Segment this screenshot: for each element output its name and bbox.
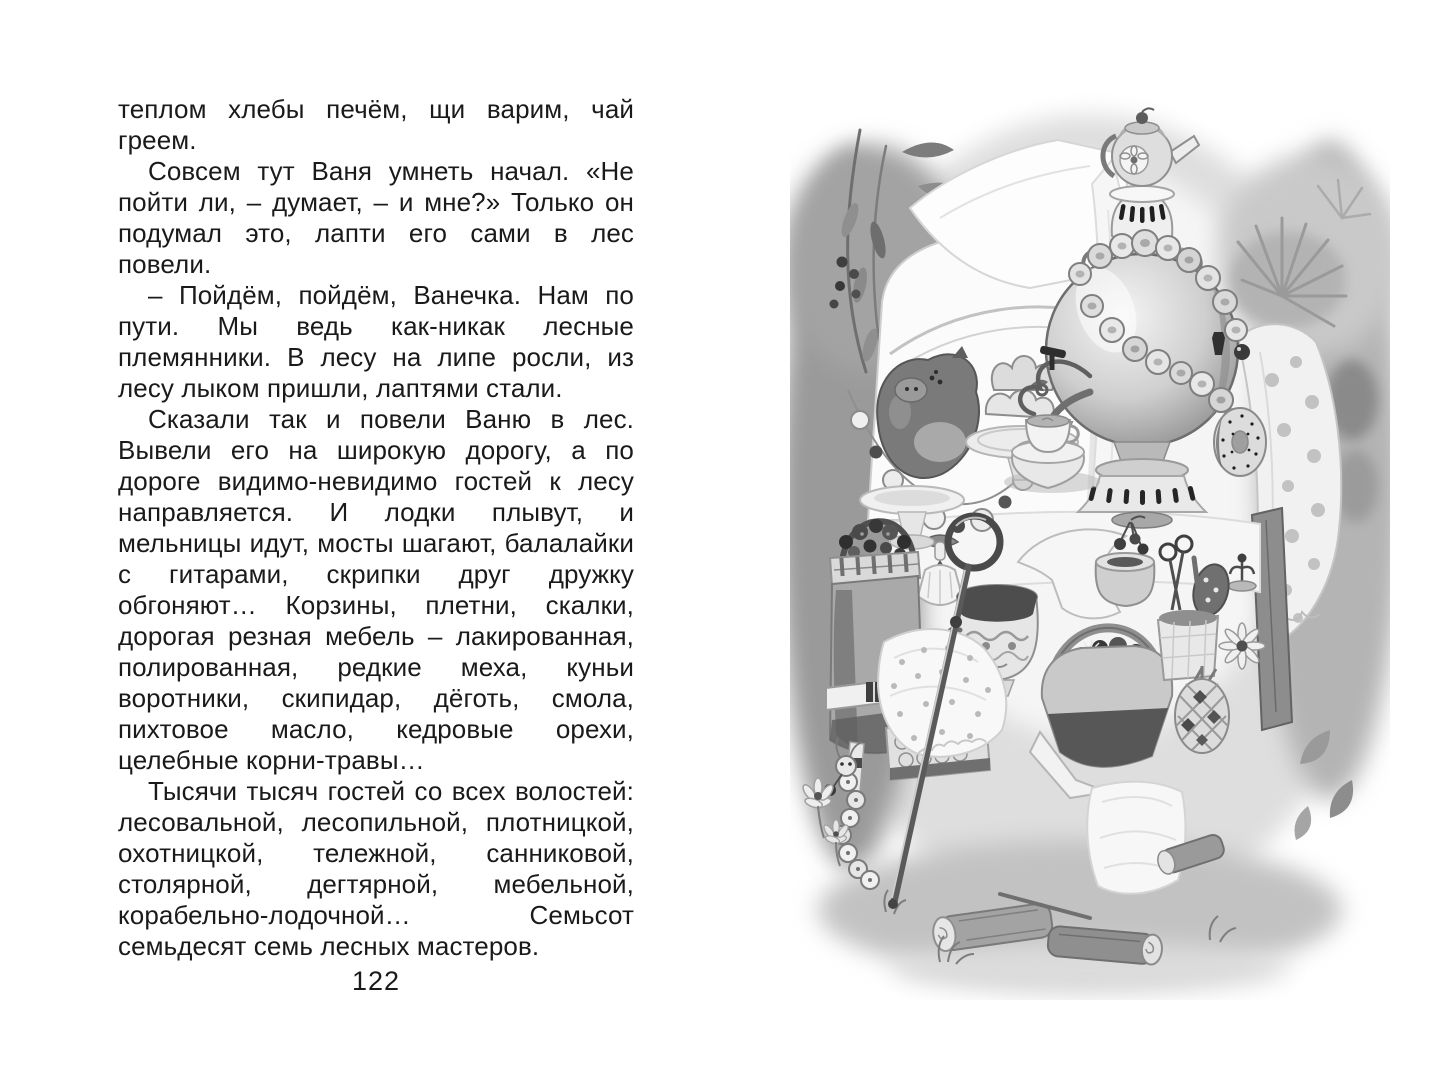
paragraph: Сказали так и повели Ваню в лес. Вывели его на широкую дорогу, а по дороге видимо-невидимо гостей к лесу направляется. И лодки плывут, и мельницы идут, мосты шагают, балалайки с гитарами, скрипки друг дружку обгоняют… Корзины, плетни, скалки, дорогая резная мебель – лакированная, полированная, редкие меха, куньи воротники, скипидар, дёготь, смола, пихтовое масло, кедровые орехи, целебные корни-травы…: [118, 404, 634, 775]
daisy: [1219, 623, 1265, 669]
story-text: [118, 94, 634, 962]
paragraph: теплом хлебы печём, щи варим, чай греем.: [118, 94, 634, 155]
seeded-ring: [1214, 408, 1266, 476]
paragraph: – Пойдём, пойдём, Ванечка. Нам по пути. Мы ведь как-никак лесные племянники. В лесу на липе росли, из лесу лыком пришли, лаптями стали.: [118, 280, 634, 403]
illustration: [790, 90, 1390, 1000]
page-number: 122: [351, 966, 401, 996]
paragraph: Совсем тут Ваня умнеть начал. «Не пойти ли, – думает, – и мне?» Только он подумал это, лапти его сами в лес повели.: [118, 156, 634, 279]
paragraph: Тысячи тысяч гостей со всех волостей: лесовальной, лесопильной, плотницкой, охотницкой, тележной, санниковой, столярной, дегтярной, мебельной, корабельно-лодочной… Семьсот семьдесят семь лесных мастеров.: [118, 776, 634, 961]
white-cloth: [1087, 782, 1185, 894]
